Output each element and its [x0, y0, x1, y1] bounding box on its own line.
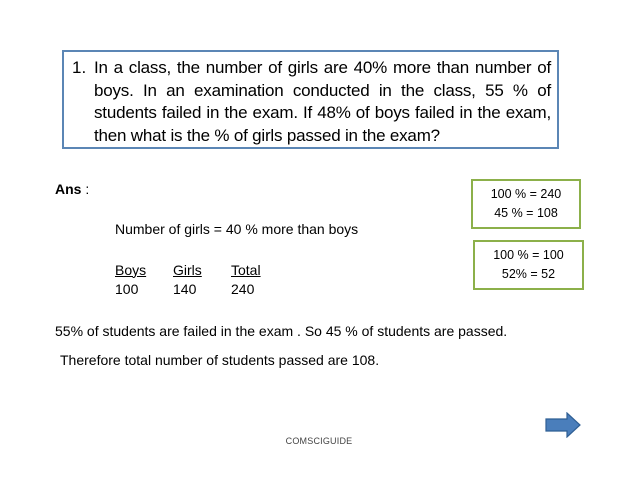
table-row — [115, 279, 281, 298]
calc-box-boys — [473, 240, 584, 290]
right-arrow-icon — [545, 412, 581, 438]
calc-box-total-line1: 100 % = 240 — [490, 187, 562, 201]
calc-box-total-line2: 45 % = 108 — [494, 206, 558, 220]
table-cell-boys: 100 — [115, 280, 139, 297]
table-header-girls: Girls — [173, 261, 202, 278]
table-cell-total: 240 — [231, 280, 255, 297]
footer-brand: COMSCIGUIDE — [285, 436, 353, 446]
passed-statement: Therefore total number of students passed are 108. — [60, 352, 380, 368]
table-header-row — [115, 260, 281, 279]
table-cell-girls: 140 — [173, 280, 197, 297]
failed-statement: 55% of students are failed in the exam . So 45 % of students are passed. — [55, 323, 508, 339]
question-box — [62, 50, 559, 149]
calc-box-total — [471, 179, 581, 229]
next-slide-button[interactable] — [545, 412, 581, 438]
count-table — [115, 260, 281, 298]
question-row — [72, 57, 551, 147]
answer-label-text: Ans — [55, 181, 82, 197]
answer-label-colon: : — [81, 181, 90, 197]
girls-statement: Number of girls = 40 % more than boys — [115, 221, 359, 237]
table-header-total: Total — [231, 261, 261, 278]
answer-label — [55, 181, 89, 197]
table-header-boys: Boys — [115, 261, 147, 278]
calc-box-boys-line2: 52% = 52 — [501, 267, 556, 281]
question-number: 1. — [72, 58, 87, 77]
question-text: In a class, the number of girls are 40% more than number of boys. In an examination conducted in the class, 55 % of students failed in the exam. If 48% of boys failed in the exam, then what is the % of girls passed in the exam? — [94, 58, 551, 145]
calc-box-boys-line1: 100 % = 100 — [493, 248, 564, 262]
